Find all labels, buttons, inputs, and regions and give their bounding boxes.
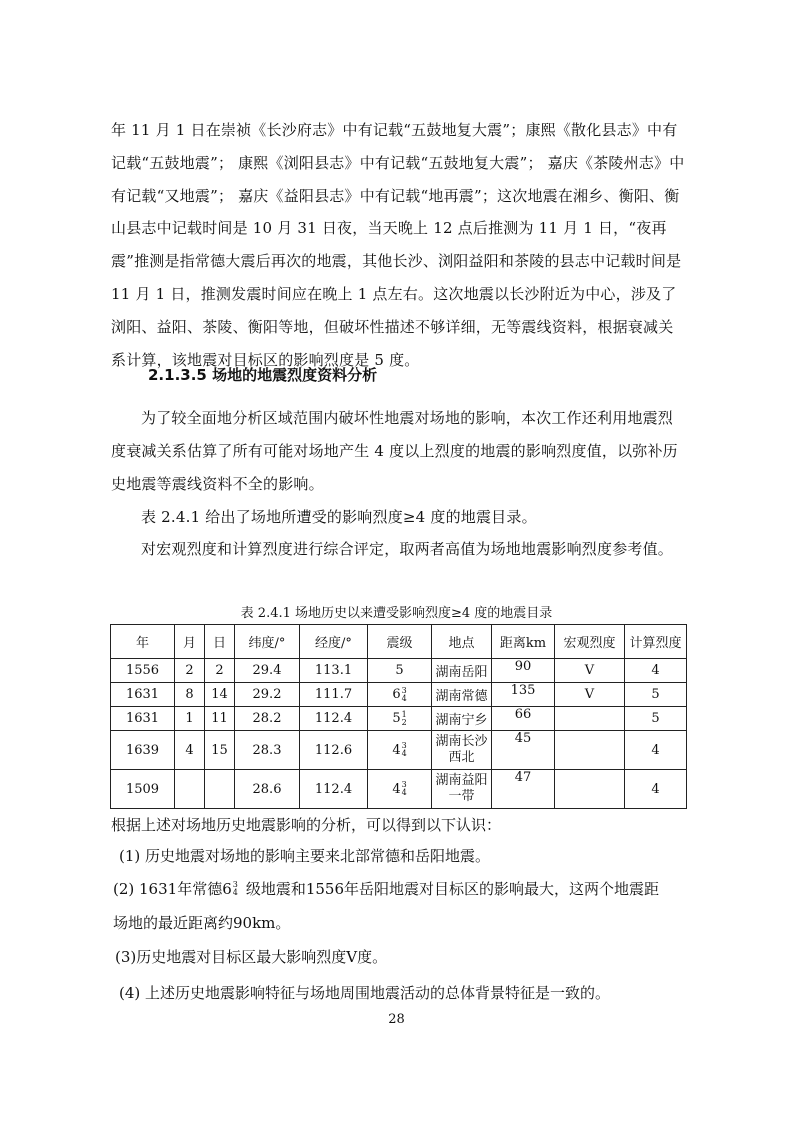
magnitude-fraction <box>402 742 407 758</box>
cell-year: 1631 <box>111 683 175 707</box>
cell-day: 15 <box>205 731 235 770</box>
cell-month: 4 <box>175 731 205 770</box>
table-header-row <box>111 625 687 659</box>
cell-year: 1631 <box>111 707 175 731</box>
conclusion-item-1: (1) 历史地震对场地的影响主要来北部常德和岳阳地震。 <box>119 847 491 865</box>
magnitude-integer: 5 <box>395 663 404 678</box>
table-row <box>111 707 687 731</box>
cell-calc-intensity: 5 <box>625 707 687 731</box>
cell-macro-intensity: Ⅴ <box>555 683 625 707</box>
header-distance: 距离km <box>492 625 555 659</box>
header-macro-intensity: 宏观烈度 <box>555 625 625 659</box>
cell-longitude: 112.4 <box>300 770 368 809</box>
fraction-denominator: 4 <box>401 693 407 703</box>
conclusion-item-4: (4) 上述历史地震影响特征与场地周围地震活动的总体背景特征是一致的。 <box>119 984 611 1002</box>
cell-distance: 90 <box>492 659 555 683</box>
header-month: 月 <box>175 625 205 659</box>
fraction-denominator: 2 <box>401 717 407 727</box>
cell-location: 湖南长沙西北 <box>432 731 492 770</box>
header-longitude: 经度/° <box>300 625 368 659</box>
cell-calc-intensity: 4 <box>625 770 687 809</box>
magnitude-fraction <box>402 711 407 727</box>
cell-distance: 47 <box>492 770 555 809</box>
conclusion-item-2-line-2: 场地的最近距离约90km。 <box>113 914 291 932</box>
earthquake-table <box>110 624 687 809</box>
body-paragraph-4: 对宏观烈度和计算烈度进行综合评定，取两者高值为场地地震影响烈度参考值。 <box>141 540 674 558</box>
cell-macro-intensity: Ⅴ <box>555 659 625 683</box>
fraction-denominator: 4 <box>232 887 238 897</box>
cell-year: 1639 <box>111 731 175 770</box>
conclusion-item-3: (3)历史地震对目标区最大影响烈度Ⅴ度。 <box>115 948 388 966</box>
fraction-numerator: 3 <box>401 685 407 695</box>
cell-longitude: 112.6 <box>300 731 368 770</box>
cell-month <box>175 770 205 809</box>
magnitude-integer: 4 <box>392 742 401 758</box>
fraction-numerator: 3 <box>232 879 238 889</box>
cell-longitude: 112.4 <box>300 707 368 731</box>
table-row <box>111 770 687 809</box>
magnitude-fraction <box>402 687 407 703</box>
cell-calc-intensity: 5 <box>625 683 687 707</box>
cell-year: 1509 <box>111 770 175 809</box>
cell-latitude: 29.4 <box>235 659 300 683</box>
header-year: 年 <box>111 625 175 659</box>
cell-magnitude <box>368 707 432 731</box>
cell-day: 2 <box>205 659 235 683</box>
cell-month: 2 <box>175 659 205 683</box>
header-latitude: 纬度/° <box>235 625 300 659</box>
table-row <box>111 659 687 683</box>
cell-magnitude <box>368 770 432 809</box>
cell-distance: 135 <box>492 683 555 707</box>
magnitude-integer: 4 <box>392 781 401 797</box>
cell-day <box>205 770 235 809</box>
conclusion-2-suffix: 级地震和1556年岳阳地震对目标区的影响最大，这两个地震距 <box>245 880 660 898</box>
table-row <box>111 683 687 707</box>
fraction-denominator: 4 <box>401 749 407 758</box>
cell-year: 1556 <box>111 659 175 683</box>
section-heading: 2.1.3.5 场地的地震烈度资料分析 <box>148 366 378 384</box>
body-paragraph-1: 年 11 月 1 日在崇祯《长沙府志》中有记载“五鼓地复大震”；康熙《散化县志》中有记载“五鼓地震”； 康熙《浏阳县志》中有记载“五鼓地复大震”； 嘉庆《茶陵州志》中有记载“又地震”； 嘉庆《益阳县志》中有记载“地再震”；这次地震在湘乡、衡阳、衡山县志中记载时间是 10 月 31 日夜，当天晚上 12 点后推测为 11 月 1 日，“夜再震”推测是指常德大震后再次的地震，其他长沙、浏阳益阳和茶陵的县志中记载时间是 11 月 1 日，推测发震时间应在晚上 1 点左右。这次地震以长沙附近为中心，涉及了浏阳、益阳、茶陵、衡阳等地，但破坏性描述不够详细，无等震线资料，根据衰减关系计算，该地震对目标区的影响烈度是 5 度。 <box>111 121 685 369</box>
cell-location: 湖南宁乡 <box>432 707 492 731</box>
header-magnitude: 震级 <box>368 625 432 659</box>
cell-day: 11 <box>205 707 235 731</box>
magnitude-fraction <box>402 781 407 797</box>
cell-latitude: 29.2 <box>235 683 300 707</box>
cell-longitude: 113.1 <box>300 659 368 683</box>
table-caption: 表 2.4.1 场地历史以来遭受影响烈度≥4 度的地震目录 <box>240 606 553 621</box>
conclusion-item-2 <box>113 878 703 899</box>
header-day: 日 <box>205 625 235 659</box>
fraction-numerator: 1 <box>401 709 407 719</box>
conclusion-intro: 根据上述对场地历史地震影响的分析，可以得到以下认识： <box>111 816 502 834</box>
body-paragraph-2: 为了较全面地分析区域范围内破坏性地震对场地的影响，本次工作还利用地震烈度衰减关系估算了所有可能对场地产生 4 度以上烈度的地震的影响烈度值，以弥补历史地震等震线资料不全的影响。 <box>111 409 678 493</box>
cell-longitude: 111.7 <box>300 683 368 707</box>
cell-calc-intensity: 4 <box>625 659 687 683</box>
cell-distance: 66 <box>492 707 555 731</box>
cell-magnitude <box>368 731 432 770</box>
cell-location: 湖南益阳一带 <box>432 770 492 809</box>
cell-location: 湖南岳阳 <box>432 659 492 683</box>
fraction-numerator: 3 <box>401 741 407 750</box>
cell-magnitude <box>368 683 432 707</box>
conclusion-2-prefix: (2) 1631年常德6 <box>113 880 232 898</box>
page-number: 28 <box>388 1012 405 1027</box>
magnitude-integer: 5 <box>392 711 401 726</box>
header-calc-intensity: 计算烈度 <box>625 625 687 659</box>
cell-day: 14 <box>205 683 235 707</box>
conclusion-2-fraction <box>233 881 238 897</box>
fraction-numerator: 3 <box>401 780 407 789</box>
cell-month: 1 <box>175 707 205 731</box>
table-row <box>111 731 687 770</box>
cell-location: 湖南常德 <box>432 683 492 707</box>
fraction-denominator: 4 <box>401 788 407 797</box>
body-paragraph-3: 表 2.4.1 给出了场地所遭受的影响烈度≥4 度的地震目录。 <box>141 508 537 526</box>
cell-distance: 45 <box>492 731 555 770</box>
cell-latitude: 28.3 <box>235 731 300 770</box>
cell-macro-intensity <box>555 770 625 809</box>
cell-latitude: 28.2 <box>235 707 300 731</box>
cell-month: 8 <box>175 683 205 707</box>
cell-macro-intensity <box>555 731 625 770</box>
cell-macro-intensity <box>555 707 625 731</box>
header-location: 地点 <box>432 625 492 659</box>
cell-magnitude <box>368 659 432 683</box>
cell-latitude: 28.6 <box>235 770 300 809</box>
cell-calc-intensity: 4 <box>625 731 687 770</box>
magnitude-integer: 6 <box>392 687 401 702</box>
